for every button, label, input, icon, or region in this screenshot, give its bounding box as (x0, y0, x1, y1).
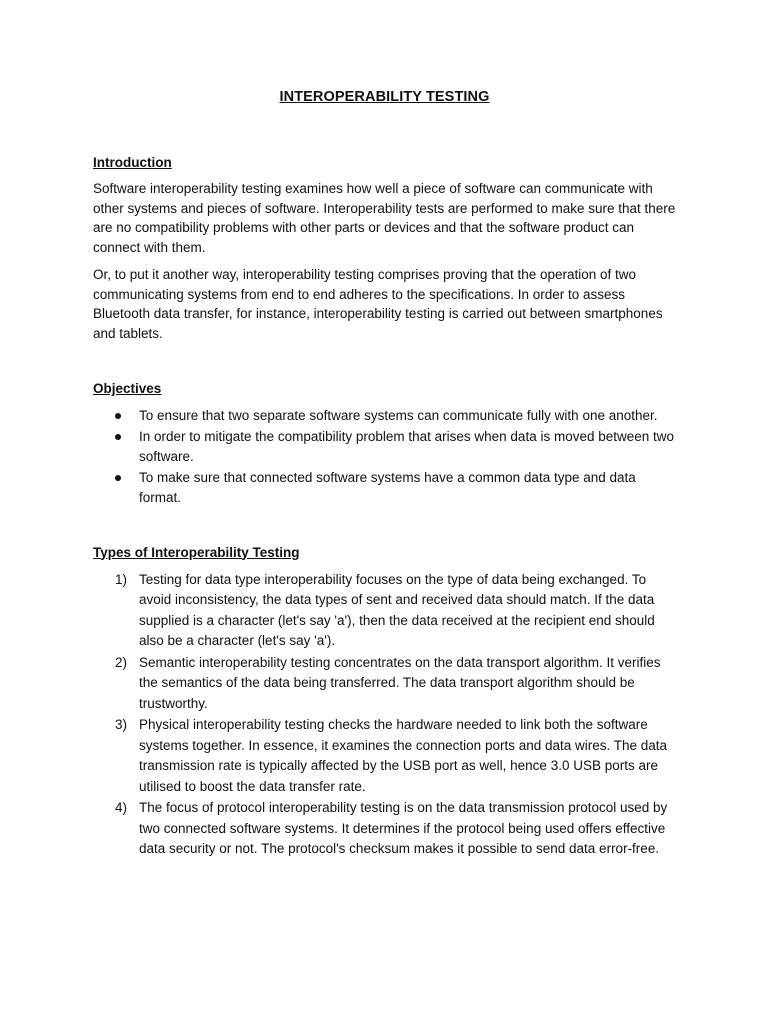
list-item (93, 406, 676, 427)
bullet-icon (115, 413, 121, 419)
type-text: Physical interoperability testing checks the hardware needed to link both the software systems together. In essence, it examines the connection ports and data wires. The data transmission rate is typically affected by the USB port as well, hence 3.0 USB ports are utilised to boost the data transfer rate. (139, 717, 668, 794)
objective-text: To make sure that connected software systems have a common data type and data format. (139, 469, 636, 505)
introduction-section (93, 155, 676, 343)
type-text: The focus of protocol interoperability testing is on the data transmission protocol used by two connected software systems. It determines if the protocol being used offers effective data security or not. The protocol's checksum makes it possible to send data error-free. (139, 800, 668, 856)
document-title: INTEROPERABILITY TESTING (279, 89, 490, 105)
objective-text: To ensure that two separate software systems can communicate fully with one another. (139, 408, 658, 423)
list-item (93, 570, 676, 652)
introduction-heading: Introduction (93, 155, 172, 170)
objectives-section (93, 381, 676, 509)
list-number: 4) (115, 800, 128, 815)
objectives-list (93, 406, 676, 509)
types-heading: Types of Interoperability Testing (93, 544, 300, 560)
list-item (93, 468, 676, 509)
list-item (93, 798, 676, 860)
objectives-heading: Objectives (93, 381, 162, 396)
list-item (93, 653, 676, 715)
list-item (93, 427, 676, 468)
introduction-paragraph-1: Software interoperability testing examines how well a piece of software can communicate with other systems and pieces of software. Interoperability tests are performed to make sure that there are no compatibility problems with other parts or devices and that the software product can connect with them. (93, 181, 676, 255)
list-number: 3) (115, 717, 128, 732)
types-list (93, 570, 676, 860)
list-number: 2) (115, 654, 128, 670)
bullet-icon (115, 475, 121, 481)
objective-text: In order to mitigate the compatibility problem that arises when data is moved between two software. (139, 428, 675, 464)
type-text: Semantic interoperability testing concentrates on the data transport algorithm. It verifies the semantics of the data being transferred. The data transport algorithm should be trustworthy. (139, 654, 661, 711)
list-item (93, 715, 676, 797)
types-section (93, 545, 676, 860)
introduction-paragraph-2: Or, to put it another way, interoperability testing comprises proving that the operation of two communicating systems from end to end adheres to the specifications. In order to assess Bluetooth data transfer, for instance, interoperability testing is carried out between smartphones and tablets. (93, 267, 663, 341)
bullet-icon (115, 434, 121, 440)
list-number: 1) (115, 571, 128, 587)
type-text: Testing for data type interoperability focuses on the type of data being exchanged. To avoid inconsistency, the data types of sent and received data should match. If the data supplied is a character (let's say 'a'), then the data received at the recipient end should also be a character (let's say 'a'). (139, 571, 655, 648)
